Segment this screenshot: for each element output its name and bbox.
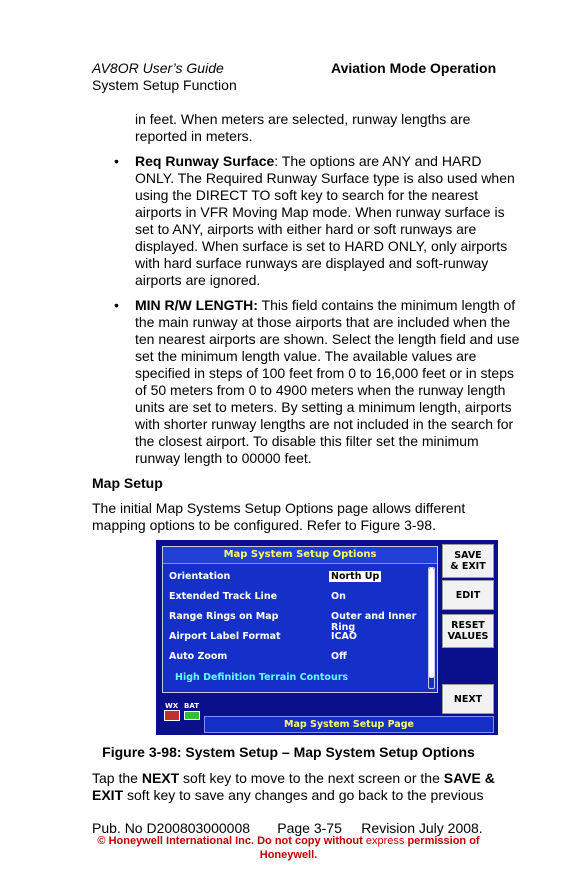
panel-scrollbar[interactable] — [428, 567, 435, 689]
map-setup-paragraph — [92, 500, 465, 534]
section-name: System Setup Function — [92, 77, 237, 93]
save-exit-button[interactable] — [442, 544, 494, 578]
text-run: Tap the — [92, 770, 142, 786]
text-run: permission of — [407, 835, 480, 847]
text-line: of 50 meters from 0 to 4900 meters when the runway length — [135, 382, 506, 398]
option-label-extended-track-line[interactable]: Extended Track Line — [169, 591, 278, 602]
next-button[interactable]: NEXT — [442, 684, 494, 714]
scrollbar-thumb[interactable] — [429, 568, 434, 678]
bullet-marker: • — [114, 153, 119, 169]
intro-continuation — [135, 111, 470, 145]
button-label: RESET — [451, 620, 485, 631]
option-label-airport-label-format[interactable]: Airport Label Format — [169, 631, 281, 642]
text-line: reported in meters. — [135, 128, 253, 144]
text-line: ten nearest airports are shown. Select the length field and use — [135, 331, 520, 347]
weather-icon — [164, 710, 180, 721]
reset-values-button[interactable] — [442, 614, 494, 648]
option-value-auto-zoom[interactable]: Off — [331, 651, 347, 662]
chapter-title: Aviation Mode Operation — [331, 60, 497, 76]
text-line: airports in VFR Moving Map mode. When runway surface is — [135, 204, 505, 220]
text-line: This field contains the minimum length of — [257, 297, 516, 313]
text-line: specified in steps of 100 feet from 0 to 16,000 feet or in steps — [135, 365, 515, 381]
option-label-range-rings[interactable]: Range Rings on Map — [169, 611, 279, 622]
panel-title: Map System Setup Options — [163, 547, 437, 564]
text-run: NEXT — [141, 770, 180, 786]
text-run: EXIT — [92, 787, 124, 803]
text-line: ONLY. The Required Runway Surface type is also used when — [135, 170, 515, 186]
map-setup-heading: Map Setup — [92, 475, 163, 491]
text-line: with shorter runway lengths are not included in the search for — [135, 416, 514, 432]
text-line: The initial Map Systems Setup Options page allows different — [92, 500, 466, 516]
copyright-notice — [0, 834, 577, 862]
wx-label: WX — [165, 702, 179, 710]
terrain-contours-link[interactable]: High Definition Terrain Contours — [175, 672, 349, 683]
battery-icon — [184, 711, 200, 720]
figure-caption: Figure 3-98: System Setup – Map System Setup Options — [102, 744, 475, 760]
bullet-marker: • — [114, 297, 119, 313]
bullet-min-rw-length — [135, 297, 555, 467]
text-line: runway length to 00000 feet. — [135, 450, 312, 466]
option-value-orientation[interactable]: North Up — [331, 571, 380, 582]
text-run: express — [362, 835, 408, 847]
text-run: Honeywell. — [259, 849, 318, 861]
text-line: set the minimum length value. The available values are — [135, 348, 477, 364]
button-label: SAVE — [454, 550, 482, 561]
bullet-term: MIN R/W LENGTH: — [135, 297, 258, 313]
text-line: mapping options to be configured. Refer to Figure 3-98. — [92, 517, 436, 533]
text-line: displayed. When surface is set to HARD ONLY, only airports — [135, 238, 508, 254]
page-title-bar: Map System Setup Page — [204, 716, 494, 733]
option-label-orientation[interactable]: Orientation — [169, 571, 231, 582]
text-line: using the DIRECT TO soft key to search for the nearest — [135, 187, 479, 203]
option-value-airport-label-format[interactable]: ICAO — [331, 631, 357, 642]
bat-label: BAT — [184, 702, 199, 710]
button-label: VALUES — [447, 631, 489, 642]
bullet-term: Req Runway Surface — [135, 153, 275, 169]
text-line: set to ANY, airports with either hard or soft runways are — [135, 221, 477, 237]
text-run: SAVE & — [443, 770, 495, 786]
text-line: airports are ignored. — [135, 272, 261, 288]
text-line: : The options are ANY and HARD — [274, 153, 482, 169]
bullet-req-runway-surface — [135, 153, 545, 289]
text-line: with hard surface runways are displayed and soft-runway — [135, 255, 489, 271]
option-label-auto-zoom[interactable]: Auto Zoom — [169, 651, 228, 662]
text-line: in feet. When meters are selected, runway lengths are — [135, 111, 471, 127]
text-run: soft key to save any changes and go back to the previous — [123, 787, 484, 803]
edit-button[interactable]: EDIT — [442, 580, 494, 610]
text-run: soft key to move to the next screen or the — [179, 770, 444, 786]
guide-title: AV8OR User’s Guide — [92, 60, 224, 76]
setup-options-panel — [162, 546, 438, 693]
text-line: units are set to meters. By setting a minimum length, airports — [135, 399, 512, 415]
publication-info: Pub. No D200803000008 Page 3-75 Revision July 2008. — [92, 820, 483, 836]
device-screenshot — [156, 540, 498, 735]
running-header-left — [92, 60, 237, 94]
button-label: & EXIT — [450, 561, 486, 572]
closing-paragraph — [92, 770, 495, 804]
text-line: the main runway at those airports that are included when the — [135, 314, 511, 330]
option-value-extended-track-line[interactable]: On — [331, 591, 346, 602]
text-run: © Honeywell International Inc. Do not copy without — [97, 835, 363, 847]
option-value-range-rings[interactable]: Outer and Inner Ring — [331, 611, 417, 633]
text-line: the closest airport. To disable this filter set the minimum — [135, 433, 479, 449]
